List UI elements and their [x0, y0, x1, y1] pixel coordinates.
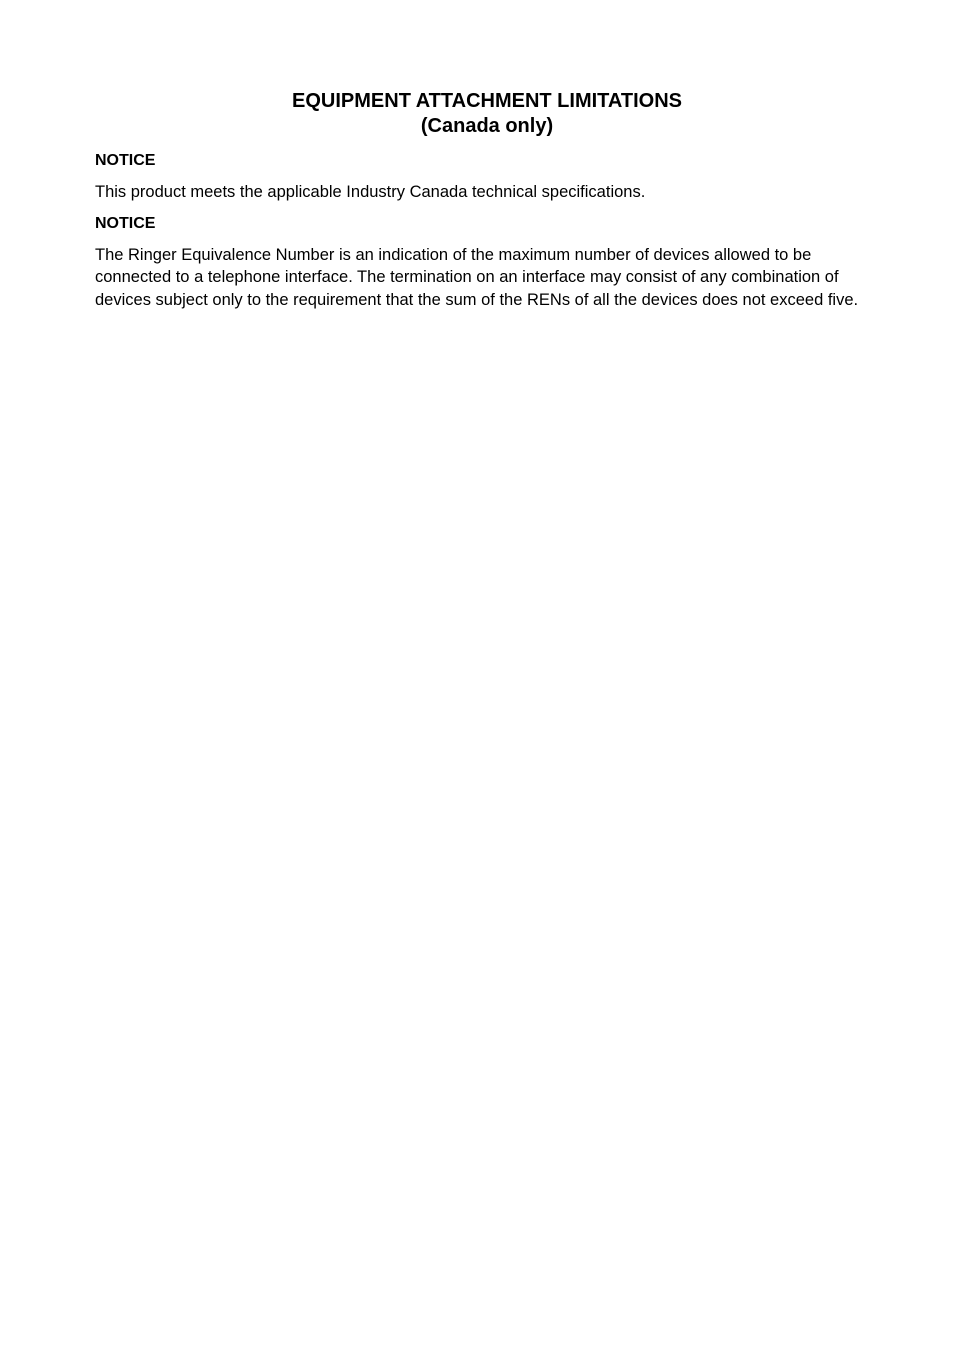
document-content [95, 150, 885, 312]
notice-section-1 [95, 150, 885, 204]
notice-body: The Ringer Equivalence Number is an indication of the maximum number of devices allowed to be connected to a telephone interface. The termination on an interface may consist of any combination of devices subject only to the requirement that the sum of the RENs of all the devices does not exceed five. [95, 245, 859, 310]
document-title [0, 89, 954, 139]
notice-body: This product meets the applicable Industry Canada technical specifications. [95, 183, 646, 201]
notice-heading: NOTICE [95, 152, 156, 169]
notice-heading: NOTICE [95, 214, 156, 232]
title-subtitle: (Canada only) [420, 115, 554, 137]
title-main: EQUIPMENT ATTACHMENT LIMITATIONS [292, 90, 682, 112]
notice-section-2 [95, 213, 885, 312]
